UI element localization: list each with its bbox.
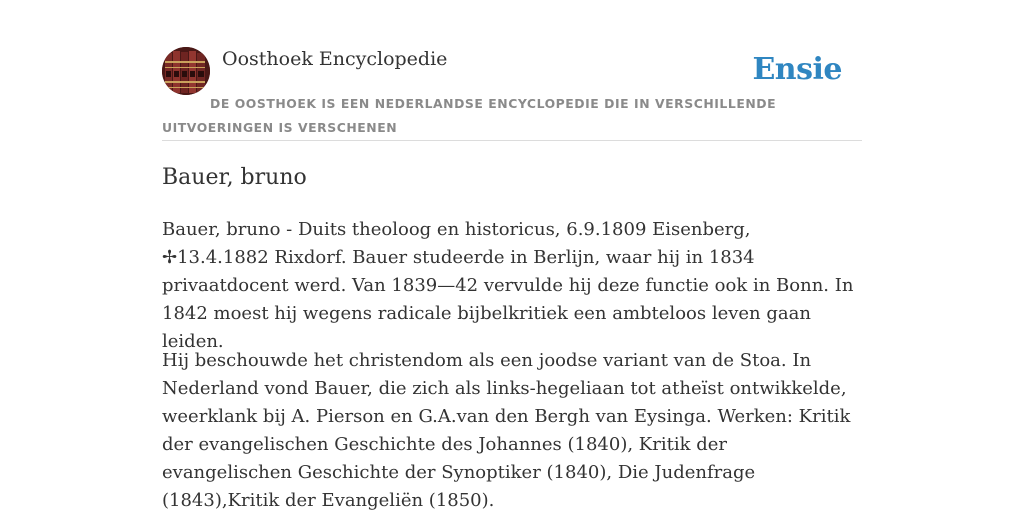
site-tagline: DE OOSTHOEK IS EEN NEDERLANDSE ENCYCLOPEDIE DIE IN VERSCHILLENDE UITVOERINGEN IS VERSCHENEN	[162, 96, 777, 135]
article-paragraph-1: Bauer, bruno - Duits theoloog en historicus, 6.9.1809 Eisenberg, ✢13.4.1882 Rixdorf. Bauer studeerde in Berlijn, waar hij in 1834 privaatdocent werd. Van 1839—42 vervulde hij deze functie ook in Bonn. In 1842 moest hij wegens radicale bijbelkritiek een ambteloos leven gaan leiden.	[162, 219, 854, 352]
brand-logo[interactable]: Ensie	[752, 52, 842, 87]
article-title: Bauer, bruno	[162, 165, 307, 190]
page-container	[162, 0, 862, 511]
site-header	[162, 0, 862, 141]
article-paragraph-2: Hij beschouwde het christendom als een joodse variant van de Stoa. In Nederland vond Bauer, die zich als links-hegeliaan tot atheïst ontwikkelde, weerklank bij A. Pierson en G.A.van den Bergh van Eysinga. Werken: Kritik der evangelischen Geschichte des Johannes (1840), Kritik der evangelischen Geschichte der Synoptiker (1840), Die Judenfrage (1843),Kritik der Evangeliën (1850).	[162, 350, 851, 511]
encyclopedia-books-icon[interactable]	[162, 47, 210, 95]
site-name[interactable]: Oosthoek Encyclopedie	[222, 48, 448, 70]
